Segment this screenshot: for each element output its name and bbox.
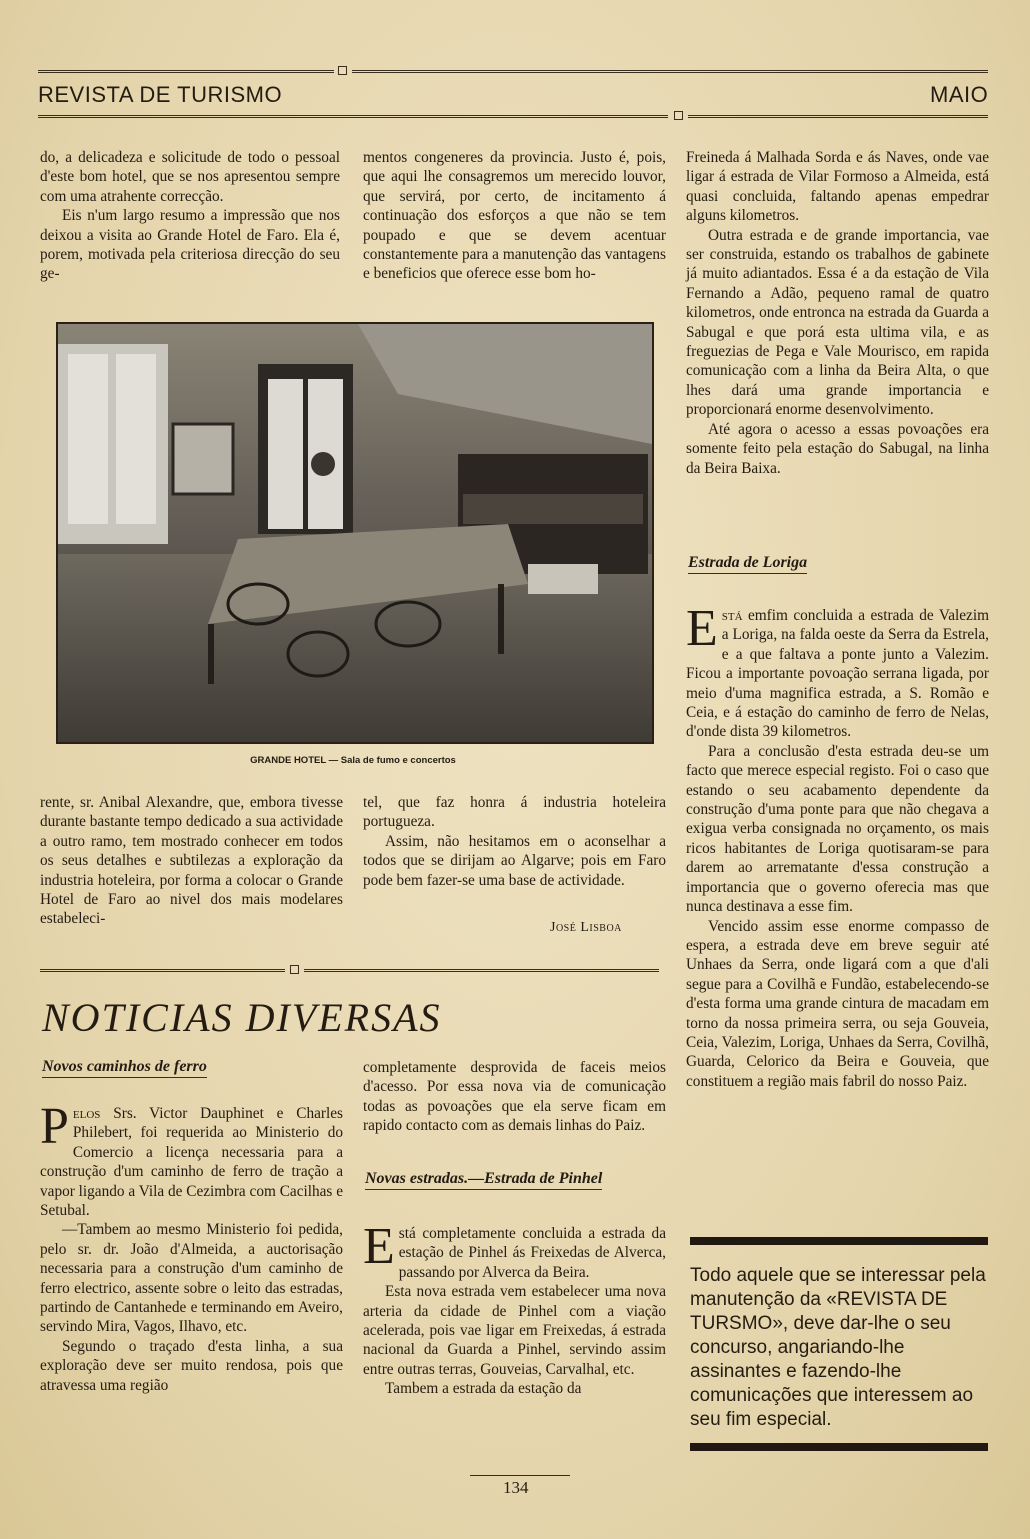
drop-cap: E — [686, 600, 718, 657]
section-rule-left — [40, 969, 285, 972]
paragraph-text: emfim concluida a estrada de Valezim a Loriga, na falda oeste da Serra da Estrela, e a que faltava a ponte junto a Valezim. Ficou a importante povoação serrana ligada, por meio d'uma magnifica estrada, a S. Romão e Ceia, e á estação do caminho de ferro de Nelas, d'onde dista 39 kilometros. — [686, 607, 989, 741]
paragraph: Outra estrada e de grande importancia, vae ser construida, estando os trabalhos de gabinete já muito adiantados. Essa é a da estação de Vila Fernando a Adão, pequeno ramal de quatro kilometros, onde entronca na estrada da Guarda a Sabugal e que porá esta ultima vila, e as freguezias de Pega e Vale Mourisco, em rapida comunicação com a linha da Beira Alta, o que lhes dará uma grande importancia e proporcionará enorme desenvolvimento. — [686, 226, 989, 419]
subscription-notice: Todo aquele que se interessar pela manutenção da «REVISTA DE TURSMO», deve dar-lhe o seu concurso, angariando-lhe assinantes e fazendo-lhe comunicações que interessem ao seu fim especial. — [690, 1265, 986, 1430]
lead-word: elos — [72, 1105, 101, 1122]
paragraph-text: Srs. Victor Dauphinet e Charles Philebert, foi requerida ao Ministerio do Comercio a licença necessaria para a construção d'um caminho de ferro de tração a vapor ligando a Vila de Cezimbra com Cacilhas e Setubal. — [40, 1105, 343, 1220]
magazine-title: REVISTA DE TURISMO — [38, 82, 283, 107]
paragraph: Até agora o acesso a essas povoações era somente feito pela estação do Sabugal, na linha da Beira Baixa. — [686, 420, 989, 477]
notice-bottom-bar — [690, 1443, 988, 1451]
paragraph: Esta nova estrada vem estabelecer uma nova arteria da cidade de Pinhel com a viação acelerada, pois vae ligar em Freixedas, á estrada nacional da Guarda a Pinhel, servindo assim entre outras terras, Gouveias, Carvalhal, etc. — [363, 1283, 666, 1378]
subhead-caminhos-de-ferro: Novos caminhos de ferro — [42, 1058, 207, 1078]
paragraph: tel, que faz honra á industria hoteleira portugueza. — [363, 794, 666, 831]
paragraph: Freineda á Malhada Sorda e ás Naves, onde vae ligar á estrada de Vilar Formoso a Almeida, está quasi concluida, faltando apenas empedrar alguns kilometros. — [686, 149, 989, 225]
ornament-square — [674, 111, 683, 120]
paragraph — [686, 600, 989, 742]
paragraph: Segundo o traçado d'esta linha, a sua exploração deve ser muito rendosa, pois que atravessa uma região — [40, 1337, 343, 1394]
author-signature: José Lisboa — [550, 920, 622, 935]
paragraph: mentos congeneres da provincia. Justo é, pois, que aqui lhe consagremos um merecido louvor, que servirá, por certo, de incitamento á continuação dos esforços a que não se tem poupado e que se devem acentuar constantemente para a manutenção das vantagens e beneficios que oferece esse bom ho- — [363, 149, 666, 283]
paragraph: completamente desprovida de faceis meios d'acesso. Por essa nova via de comunicação todas as povoações que ela serve ficam em rapido contacto com as demais linhas do Paiz. — [363, 1059, 666, 1135]
lead-word: stá — [721, 607, 743, 624]
column-2-top — [363, 148, 666, 284]
ornament-square — [338, 66, 347, 75]
section-title: NOTICIAS DIVERSAS — [42, 995, 442, 1040]
photo-caption: GRANDE HOTEL — Sala de fumo e concertos — [250, 755, 456, 766]
paragraph-text: stá completamente concluida a estrada da estação de Pinhel ás Freixedas de Alverca, passando por Alverca da Beira. — [398, 1225, 666, 1281]
issue-month: MAIO — [930, 82, 989, 107]
paragraph: Vencido assim esse enorme compasso de espera, a estrada deve em breve seguir até Unhaes da Serra, onde ligará com a que d'ali segue para a Covilhã e Fundão, estabelecendo-se d'esta forma uma grande cintura de macadam em torno da nossa primeira serra, ou seja Gouveia, Ceia, Valezim, Loriga, Unhaes da Serra, Covilhã, Guarda, Celorico da Beira e Gouveia, que constituem a região mais fabril do nosso Paiz. — [686, 917, 989, 1090]
column-3-loriga — [686, 600, 989, 1091]
paragraph: Assim, não hesitamos em o aconselhar a todos que se dirijam ao Algarve; pois em Faro pode bem fazer-se uma base de actividade. — [363, 832, 666, 889]
column-1-noticias — [40, 1098, 343, 1395]
paragraph: —Tambem ao mesmo Ministerio foi pedida, pelo sr. dr. João d'Almeida, a auctorisação necessaria para a construção d'um caminho de ferro electrico, assente sobre o leito das estradas, partindo de Cantanhede e terminando em Aveiro, servindo Mira, Vagos, Ilhavo, etc. — [40, 1221, 343, 1336]
column-1-lower — [40, 793, 343, 929]
paragraph: Eis n'um largo resumo a impressão que nos deixou a visita ao Grande Hotel de Faro. Ela é, porem, motivada pela criteriosa direcção do seu ge- — [40, 207, 340, 283]
drop-cap: E — [363, 1218, 395, 1275]
page-number: 134 — [503, 1478, 529, 1497]
section-rule-right — [304, 969, 659, 972]
paragraph: Tambem a estrada da estação da — [385, 1380, 582, 1398]
paragraph — [363, 1218, 666, 1282]
drop-cap: P — [40, 1098, 69, 1155]
hotel-smoking-room-photo — [56, 322, 654, 744]
ornament-square — [290, 965, 299, 974]
column-1-top — [40, 148, 340, 284]
header-bottom-rule-right — [688, 115, 988, 118]
column-2-noticias — [363, 1058, 666, 1136]
paragraph: do, a delicadeza e solicitude de todo o pessoal d'este bom hotel, que se nos apresentou sempre com uma atrahente correcção. — [40, 149, 340, 205]
subhead-estrada-loriga: Estrada de Loriga — [688, 554, 807, 574]
header-bottom-rule-left — [38, 115, 668, 118]
paragraph: rente, sr. Anibal Alexandre, que, embora tivesse durante bastante tempo dedicado a sua actividade a outro ramo, tem mostrado conhecer em todos os seus detalhes e subtilezas a exploração da industria hoteleira, por forma a colocar o Grande Hotel de Faro ao nivel dos mais modelares estabeleci- — [40, 794, 343, 928]
page-number-rule — [470, 1475, 570, 1476]
subhead-novas-estradas: Novas estradas.—Estrada de Pinhel — [365, 1170, 602, 1190]
notice-top-bar — [690, 1237, 988, 1245]
paragraph — [40, 1098, 343, 1220]
column-2-lower — [363, 793, 666, 890]
paragraph: Para a conclusão d'esta estrada deu-se um facto que merece especial registo. Foi o caso que estando o seu acabamento dependente da construção d'uma ponte para que não chegava a exigua verba consignada no orçamento, os mais ricos habitantes de Loriga quotisaram-se para darem ao arrematante d'essa construção a importancia que o governo oferecia mas que nunca destinava a esse fim. — [686, 742, 989, 916]
header-top-rule-left — [38, 70, 334, 73]
header-top-rule-right — [352, 70, 988, 73]
column-3-top — [686, 148, 989, 478]
column-2-pinhel — [363, 1218, 666, 1399]
